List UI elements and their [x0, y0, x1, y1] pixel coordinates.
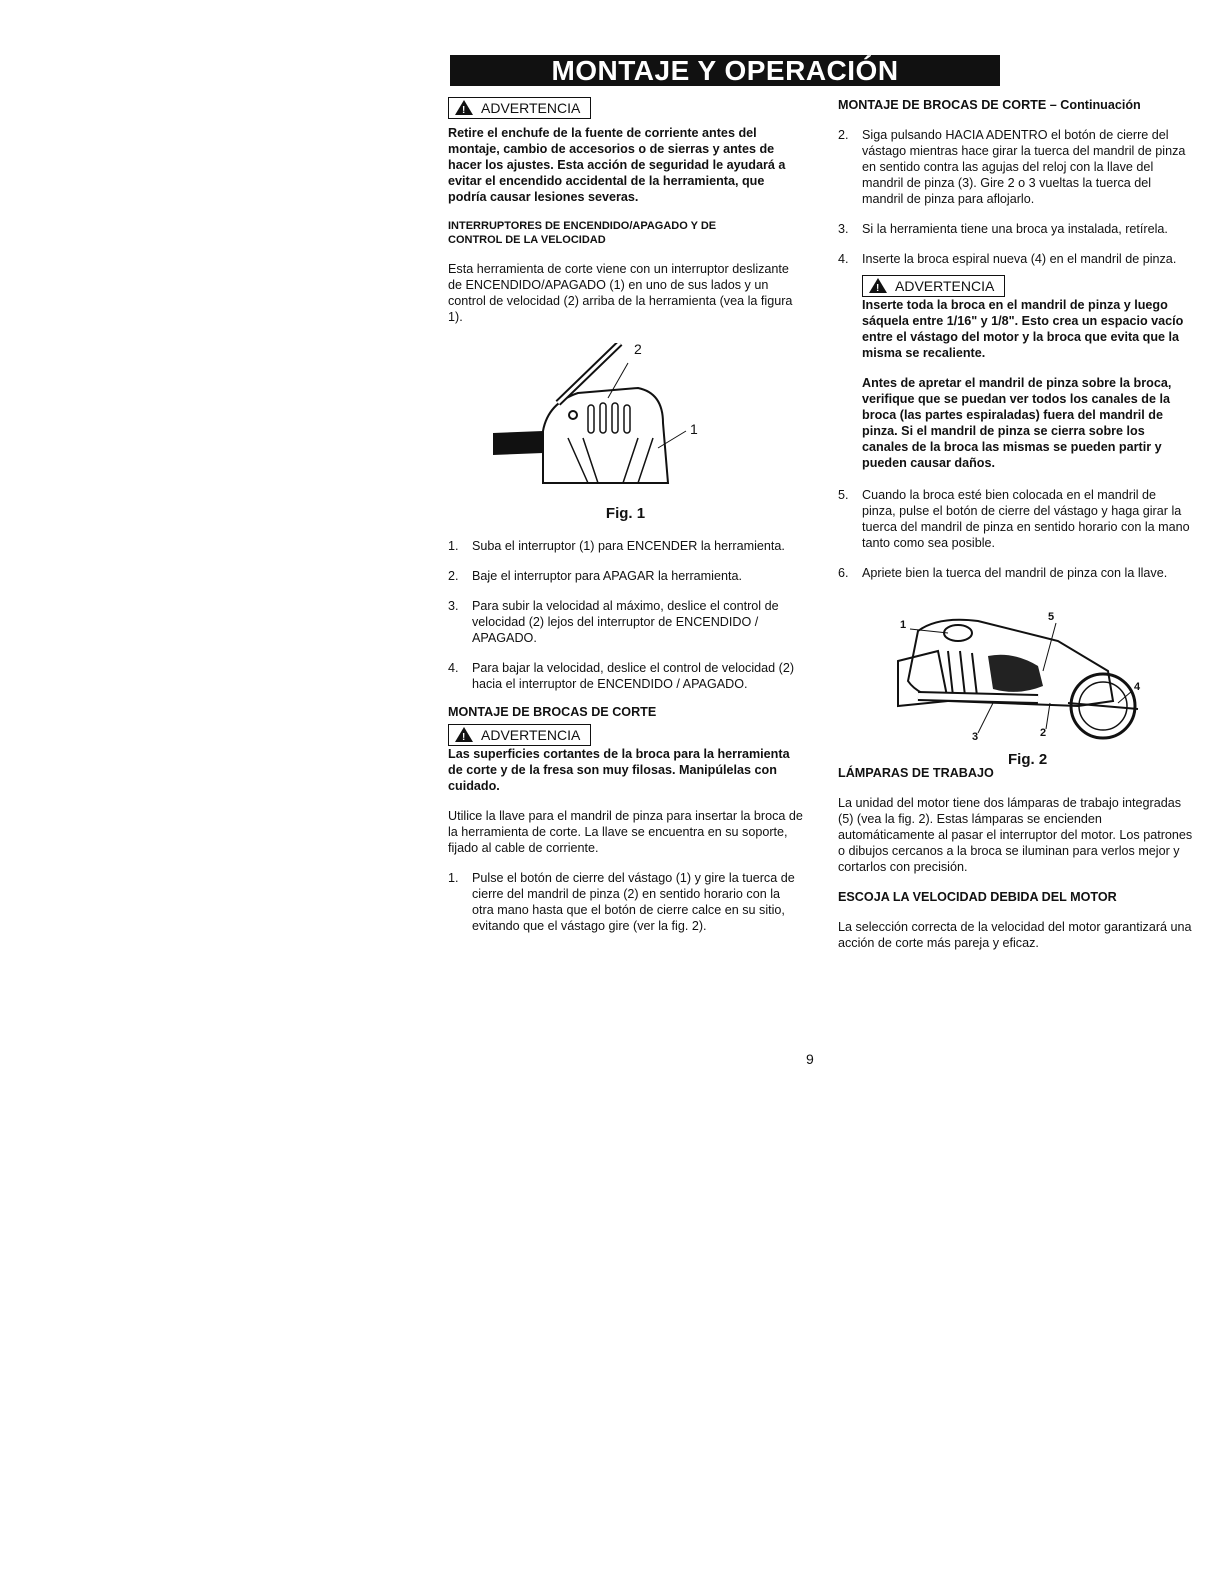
- callout-4: 4: [1134, 681, 1141, 693]
- list-item: 4. Inserte la broca espiral nueva (4) en el mandril de pinza.: [838, 252, 1177, 266]
- warning-box: [862, 275, 1005, 297]
- figure-2: [838, 611, 1193, 768]
- section-text: La selección correcta de la velocidad del motor garantizará una acción de corte más pareja y eficaz.: [838, 920, 1192, 950]
- callout-1: 1: [900, 619, 907, 631]
- list-item: 3. Para subir la velocidad al máximo, deslice el control de velocidad (2) lejos del interruptor de ENCENDIDO / APAGADO.: [448, 599, 779, 645]
- callout-3: 3: [972, 731, 979, 743]
- warning-text: Antes de apretar el mandril de pinza sobre la broca, verifique que se puedan ver todos los canales de la broca (las partes espiraladas) fuera del mandril de pinza. Si el mandril de pinza se cierra sobre los canales de la broca las mismas se pueden partir y pueden causar daños.: [862, 376, 1172, 470]
- warning-label: ADVERTENCIA: [481, 100, 581, 116]
- section-heading: LÁMPARAS DE TRABAJO: [838, 766, 994, 780]
- list-item: 5. Cuando la broca esté bien colocada en el mandril de pinza, pulse el botón de cierre del vástago y haga girar la tuerca del mandril de pinza en sentido horario con la mano tanto como sea posible.: [838, 488, 1190, 550]
- section-intro: Utilice la llave para el mandril de pinza para insertar la broca de la herramienta de corte. La llave se encuentra en su soporte, fijado al cable de corriente.: [448, 809, 803, 855]
- callout-5: 5: [1048, 611, 1055, 623]
- warning-triangle-icon: [455, 100, 473, 115]
- warning-text: Las superficies cortantes de la broca para la herramienta de corte y de la fresa son muy filosas. Manipúlelas con cuidado.: [448, 747, 790, 793]
- section-heading: INTERRUPTORES DE ENCENDIDO/APAGADO Y DE CONTROL DE LA VELOCIDAD: [448, 220, 717, 246]
- steps-list: [838, 127, 1193, 267]
- warning-label: ADVERTENCIA: [895, 278, 995, 294]
- callout-2: 2: [1040, 727, 1047, 739]
- warning-block: [838, 275, 1193, 471]
- warning-box: [448, 97, 591, 119]
- list-item: 3. Si la herramienta tiene una broca ya instalada, retírela.: [838, 222, 1168, 236]
- left-column: [448, 97, 803, 934]
- warning-triangle-icon: [455, 727, 473, 742]
- figure-1: [448, 343, 803, 528]
- callout-2: 2: [634, 341, 642, 357]
- section-heading: ESCOJA LA VELOCIDAD DEBIDA DEL MOTOR: [838, 890, 1117, 904]
- page-banner-title: MONTAJE Y OPERACIÓN: [450, 55, 1000, 86]
- warning-text: Retire el enchufe de la fuente de corriente antes del montaje, cambio de accesorios o de sierras y antes de hacer los ajustes. Esta acción de seguridad le ayudará a evitar el encendido accidental de la herramienta, que podría causar lesiones severas.: [448, 126, 786, 204]
- router-switch-illustration: [448, 343, 803, 503]
- figure-caption: Fig. 1: [605, 505, 646, 522]
- steps-list: [448, 538, 803, 692]
- right-column: [838, 97, 1193, 951]
- list-item: 1. Pulse el botón de cierre del vástago (1) y gire la tuerca de cierre del mandril de pinza (2) en sentido horario con la otra mano hasta que el botón de cierre calce en su sitio, evitando que el vástago gire (ver la fig. 2).: [448, 871, 795, 933]
- page-number: 9: [806, 1051, 814, 1067]
- steps-list: [838, 487, 1193, 581]
- steps-list: [448, 870, 803, 934]
- list-item: 6. Apriete bien la tuerca del mandril de pinza con la llave.: [838, 566, 1168, 580]
- list-item: 2. Siga pulsando HACIA ADENTRO el botón de cierre del vástago mientras hace girar la tuerca del mandril de pinza en sentido contra las agujas del reloj con la llave del mandril de pinza (3). Gire 2 o 3 vueltas la tuerca del mandril de pinza para aflojarlo.: [838, 128, 1186, 206]
- list-item: 2. Baje el interruptor para APAGAR la herramienta.: [448, 569, 742, 583]
- list-item: 1. Suba el interruptor (1) para ENCENDER la herramienta.: [448, 539, 785, 553]
- warning-triangle-icon: [869, 278, 887, 293]
- section-heading: MONTAJE DE BROCAS DE CORTE: [448, 705, 657, 719]
- section-intro: Esta herramienta de corte viene con un interruptor deslizante de ENCENDIDO/APAGADO (1) en uno de sus lados y un control de velocidad (2) arriba de la herramienta (vea la figura 1).: [448, 262, 793, 324]
- figure-caption: Fig. 2: [1008, 751, 1048, 768]
- callout-1: 1: [690, 421, 698, 437]
- warning-box: [448, 724, 591, 746]
- section-text: La unidad del motor tiene dos lámparas de trabajo integradas (5) (vea la fig. 2). Estas lámparas se encienden automáticamente al pasar el interruptor del motor. Los patrones o dibujos cercanos a la broca se iluminan para verlos mejor y cortarlos con precisión.: [838, 796, 1193, 874]
- warning-label: ADVERTENCIA: [481, 727, 581, 743]
- list-item: 4. Para bajar la velocidad, deslice el control de velocidad (2) hacia el interruptor de ENCENDIDO / APAGADO.: [448, 661, 795, 691]
- warning-text: Inserte toda la broca en el mandril de pinza y luego sáquela entre 1/16" y 1/8". Esto crea un espacio vacío entre el vástago del motor y la broca que evita que la misma se recaliente.: [862, 298, 1184, 360]
- section-heading: MONTAJE DE BROCAS DE CORTE – Continuación: [838, 98, 1141, 112]
